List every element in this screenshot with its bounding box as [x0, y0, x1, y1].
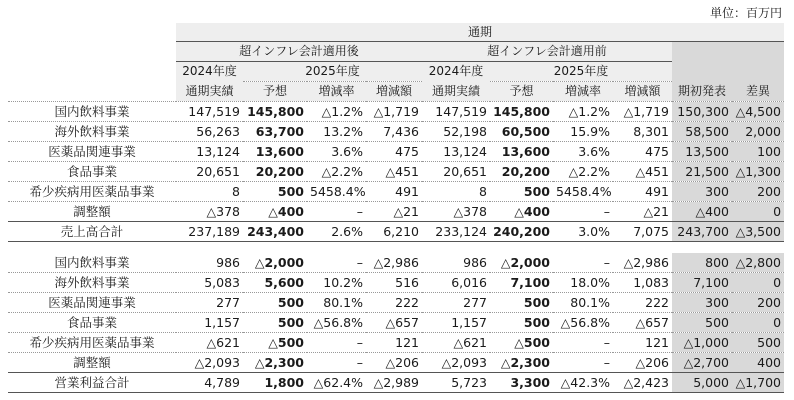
- cell-diff-before: 222: [613, 293, 672, 313]
- cell-initial: △1,000: [672, 333, 732, 353]
- col-rate-after: 増減率: [307, 82, 366, 102]
- cell-forecast-after: 145,800: [243, 102, 307, 122]
- row-label: 営業利益合計: [8, 373, 176, 393]
- cell-diff-after: 516: [366, 273, 422, 293]
- row-label: 調整額: [8, 202, 176, 222]
- cell-forecast-before: 13,600: [490, 142, 553, 162]
- cell-actual-2024-after: 1,157: [176, 313, 243, 333]
- table-row: [8, 313, 784, 333]
- header-row-period: [8, 23, 784, 42]
- cell-actual-2024-after: △378: [176, 202, 243, 222]
- cell-diff-before: △451: [613, 162, 672, 182]
- col-initial: 期初発表: [672, 82, 732, 102]
- group-after-header: 超インフレ会計適用後: [176, 42, 422, 62]
- section-spacer: [8, 242, 784, 254]
- cell-variance: 0: [732, 273, 784, 293]
- cell-diff-before: △1,719: [613, 102, 672, 122]
- cell-initial: 243,700: [672, 222, 732, 242]
- forecast-table: [8, 23, 784, 393]
- cell-diff-before: △657: [613, 313, 672, 333]
- cell-forecast-after: △500: [243, 333, 307, 353]
- cell-forecast-before: 500: [490, 293, 553, 313]
- cell-rate-before: –: [553, 202, 613, 222]
- row-label: 調整額: [8, 353, 176, 373]
- cell-diff-after: 475: [366, 142, 422, 162]
- cell-variance: 200: [732, 182, 784, 202]
- table-row: [8, 102, 784, 122]
- cell-diff-after: △2,986: [366, 253, 422, 273]
- cell-forecast-after: 20,200: [243, 162, 307, 182]
- group-before-header: 超インフレ会計適用前: [422, 42, 672, 62]
- cell-variance: 400: [732, 353, 784, 373]
- cell-actual-2024-before: 986: [422, 253, 490, 273]
- cell-variance: △1,300: [732, 162, 784, 182]
- cell-forecast-after: 13,600: [243, 142, 307, 162]
- cell-actual-2024-after: 8: [176, 182, 243, 202]
- cell-initial: △400: [672, 202, 732, 222]
- cell-actual-2024-before: 233,124: [422, 222, 490, 242]
- table-row: [8, 293, 784, 313]
- cell-rate-after: △56.8%: [307, 313, 366, 333]
- col-diff-after: 増減額: [366, 82, 422, 102]
- cell-actual-2024-after: 20,651: [176, 162, 243, 182]
- cell-rate-before: 18.0%: [553, 273, 613, 293]
- cell-initial: △2,700: [672, 353, 732, 373]
- period-header: 通期: [176, 23, 784, 42]
- cell-actual-2024-after: 4,789: [176, 373, 243, 393]
- cell-actual-2024-after: 5,083: [176, 273, 243, 293]
- row-label: 希少疾病用医薬品事業: [8, 182, 176, 202]
- table-row: [8, 182, 784, 202]
- table-row: [8, 162, 784, 182]
- cell-rate-before: 3.6%: [553, 142, 613, 162]
- total-row: [8, 222, 784, 242]
- cell-rate-after: –: [307, 353, 366, 373]
- cell-rate-after: △2.2%: [307, 162, 366, 182]
- cell-actual-2024-before: 1,157: [422, 313, 490, 333]
- cell-forecast-before: △500: [490, 333, 553, 353]
- cell-rate-before: △1.2%: [553, 102, 613, 122]
- cell-rate-after: –: [307, 202, 366, 222]
- col-diff-before: 増減額: [613, 82, 672, 102]
- cell-initial: 500: [672, 313, 732, 333]
- cell-actual-2024-after: △2,093: [176, 353, 243, 373]
- cell-variance: 0: [732, 313, 784, 333]
- cell-actual-2024-after: 237,189: [176, 222, 243, 242]
- cell-initial: 13,500: [672, 142, 732, 162]
- cell-diff-after: 6,210: [366, 222, 422, 242]
- table-row: [8, 202, 784, 222]
- row-label: 希少疾病用医薬品事業: [8, 333, 176, 353]
- cell-initial: 5,000: [672, 373, 732, 393]
- cell-rate-before: △2.2%: [553, 162, 613, 182]
- cell-rate-after: 80.1%: [307, 293, 366, 313]
- cell-diff-before: 491: [613, 182, 672, 202]
- cell-diff-before: 8,301: [613, 122, 672, 142]
- cell-actual-2024-before: 5,723: [422, 373, 490, 393]
- table-row: [8, 122, 784, 142]
- cell-variance: △2,800: [732, 253, 784, 273]
- cell-variance: △1,700: [732, 373, 784, 393]
- sales-total-section: [8, 222, 784, 242]
- cell-variance: 2,000: [732, 122, 784, 142]
- cell-forecast-before: △400: [490, 202, 553, 222]
- cell-forecast-after: 5,600: [243, 273, 307, 293]
- cell-forecast-before: 3,300: [490, 373, 553, 393]
- cell-diff-before: 7,075: [613, 222, 672, 242]
- cell-forecast-before: 240,200: [490, 222, 553, 242]
- cell-diff-after: △451: [366, 162, 422, 182]
- cell-rate-after: 2.6%: [307, 222, 366, 242]
- cell-forecast-before: 60,500: [490, 122, 553, 142]
- row-label: 海外飲料事業: [8, 273, 176, 293]
- header-row-columns: [8, 82, 784, 102]
- cell-forecast-before: 7,100: [490, 273, 553, 293]
- cell-forecast-before: △2,000: [490, 253, 553, 273]
- cell-initial: 58,500: [672, 122, 732, 142]
- cell-actual-2024-before: 20,651: [422, 162, 490, 182]
- cell-rate-before: 15.9%: [553, 122, 613, 142]
- cell-actual-2024-before: 13,124: [422, 142, 490, 162]
- cell-diff-after: △1,719: [366, 102, 422, 122]
- year-2024-after: 2024年度: [176, 62, 243, 82]
- row-label: 食品事業: [8, 162, 176, 182]
- cell-initial: 150,300: [672, 102, 732, 122]
- col-actual-after: 通期実績: [176, 82, 243, 102]
- cell-initial: 21,500: [672, 162, 732, 182]
- cell-rate-before: △56.8%: [553, 313, 613, 333]
- cell-actual-2024-before: 6,016: [422, 273, 490, 293]
- cell-diff-after: △21: [366, 202, 422, 222]
- cell-initial: 300: [672, 293, 732, 313]
- cell-forecast-after: 63,700: [243, 122, 307, 142]
- cell-variance: 100: [732, 142, 784, 162]
- cell-actual-2024-after: 986: [176, 253, 243, 273]
- year-2025-before: 2025年度: [490, 62, 672, 82]
- cell-diff-before: △2,423: [613, 373, 672, 393]
- col-actual-before: 通期実績: [422, 82, 490, 102]
- cell-diff-before: △21: [613, 202, 672, 222]
- table-row: [8, 353, 784, 373]
- table-row: [8, 273, 784, 293]
- cell-diff-before: 1,083: [613, 273, 672, 293]
- cell-actual-2024-before: 8: [422, 182, 490, 202]
- year-2025-after: 2025年度: [243, 62, 422, 82]
- cell-actual-2024-before: 277: [422, 293, 490, 313]
- cell-variance: 200: [732, 293, 784, 313]
- sales-section: [8, 102, 784, 222]
- cell-rate-before: 5458.4%: [553, 182, 613, 202]
- year-2024-before: 2024年度: [422, 62, 490, 82]
- cell-rate-before: △42.3%: [553, 373, 613, 393]
- header-row-groups: [8, 42, 784, 62]
- cell-rate-after: △1.2%: [307, 102, 366, 122]
- cell-forecast-before: 20,200: [490, 162, 553, 182]
- cell-initial: 300: [672, 182, 732, 202]
- cell-actual-2024-before: 52,198: [422, 122, 490, 142]
- col-forecast-after: 予想: [243, 82, 307, 102]
- cell-rate-before: –: [553, 253, 613, 273]
- cell-forecast-before: 500: [490, 313, 553, 333]
- cell-forecast-after: 1,800: [243, 373, 307, 393]
- cell-diff-after: △206: [366, 353, 422, 373]
- cell-forecast-before: 500: [490, 182, 553, 202]
- cell-diff-before: △206: [613, 353, 672, 373]
- cell-variance: △3,500: [732, 222, 784, 242]
- cell-rate-after: △62.4%: [307, 373, 366, 393]
- table-row: [8, 333, 784, 353]
- cell-rate-before: –: [553, 333, 613, 353]
- cell-diff-after: 7,436: [366, 122, 422, 142]
- cell-variance: 0: [732, 202, 784, 222]
- cell-diff-after: 222: [366, 293, 422, 313]
- table-row: [8, 253, 784, 273]
- row-label: 国内飲料事業: [8, 253, 176, 273]
- cell-variance: △4,500: [732, 102, 784, 122]
- cell-initial: 800: [672, 253, 732, 273]
- row-label: 海外飲料事業: [8, 122, 176, 142]
- cell-forecast-after: △2,000: [243, 253, 307, 273]
- cell-diff-after: 121: [366, 333, 422, 353]
- cell-actual-2024-after: △621: [176, 333, 243, 353]
- cell-rate-before: 3.0%: [553, 222, 613, 242]
- cell-diff-before: 121: [613, 333, 672, 353]
- cell-actual-2024-before: △378: [422, 202, 490, 222]
- cell-actual-2024-after: 277: [176, 293, 243, 313]
- header-row-years: [8, 62, 784, 82]
- cell-actual-2024-after: 56,263: [176, 122, 243, 142]
- cell-actual-2024-before: △621: [422, 333, 490, 353]
- cell-actual-2024-before: △2,093: [422, 353, 490, 373]
- cell-diff-after: △657: [366, 313, 422, 333]
- cell-diff-after: △2,989: [366, 373, 422, 393]
- cell-actual-2024-after: 13,124: [176, 142, 243, 162]
- row-label: 医薬品関連事業: [8, 293, 176, 313]
- row-label: 国内飲料事業: [8, 102, 176, 122]
- table-row: [8, 142, 784, 162]
- cell-forecast-after: △2,300: [243, 353, 307, 373]
- cell-forecast-after: 243,400: [243, 222, 307, 242]
- unit-label: 単位：百万円: [709, 6, 782, 20]
- cell-forecast-after: △400: [243, 202, 307, 222]
- cell-diff-before: 475: [613, 142, 672, 162]
- cell-rate-before: –: [553, 353, 613, 373]
- cell-variance: 500: [732, 333, 784, 353]
- col-forecast-before: 予想: [490, 82, 553, 102]
- cell-initial: 7,100: [672, 273, 732, 293]
- cell-forecast-before: 145,800: [490, 102, 553, 122]
- cell-diff-before: △2,986: [613, 253, 672, 273]
- cell-rate-before: 80.1%: [553, 293, 613, 313]
- cell-forecast-before: △2,300: [490, 353, 553, 373]
- cell-forecast-after: 500: [243, 313, 307, 333]
- profit-section: [8, 253, 784, 373]
- cell-forecast-after: 500: [243, 293, 307, 313]
- total-row: [8, 373, 784, 393]
- col-rate-before: 増減率: [553, 82, 613, 102]
- row-label: 売上高合計: [8, 222, 176, 242]
- row-label: 食品事業: [8, 313, 176, 333]
- cell-rate-after: –: [307, 253, 366, 273]
- cell-forecast-after: 500: [243, 182, 307, 202]
- cell-rate-after: 13.2%: [307, 122, 366, 142]
- cell-rate-after: 5458.4%: [307, 182, 366, 202]
- cell-rate-after: –: [307, 333, 366, 353]
- cell-rate-after: 10.2%: [307, 273, 366, 293]
- col-variance: 差異: [732, 82, 784, 102]
- row-label: 医薬品関連事業: [8, 142, 176, 162]
- cell-actual-2024-after: 147,519: [176, 102, 243, 122]
- cell-actual-2024-before: 147,519: [422, 102, 490, 122]
- cell-rate-after: 3.6%: [307, 142, 366, 162]
- cell-diff-after: 491: [366, 182, 422, 202]
- profit-total-section: [8, 373, 784, 393]
